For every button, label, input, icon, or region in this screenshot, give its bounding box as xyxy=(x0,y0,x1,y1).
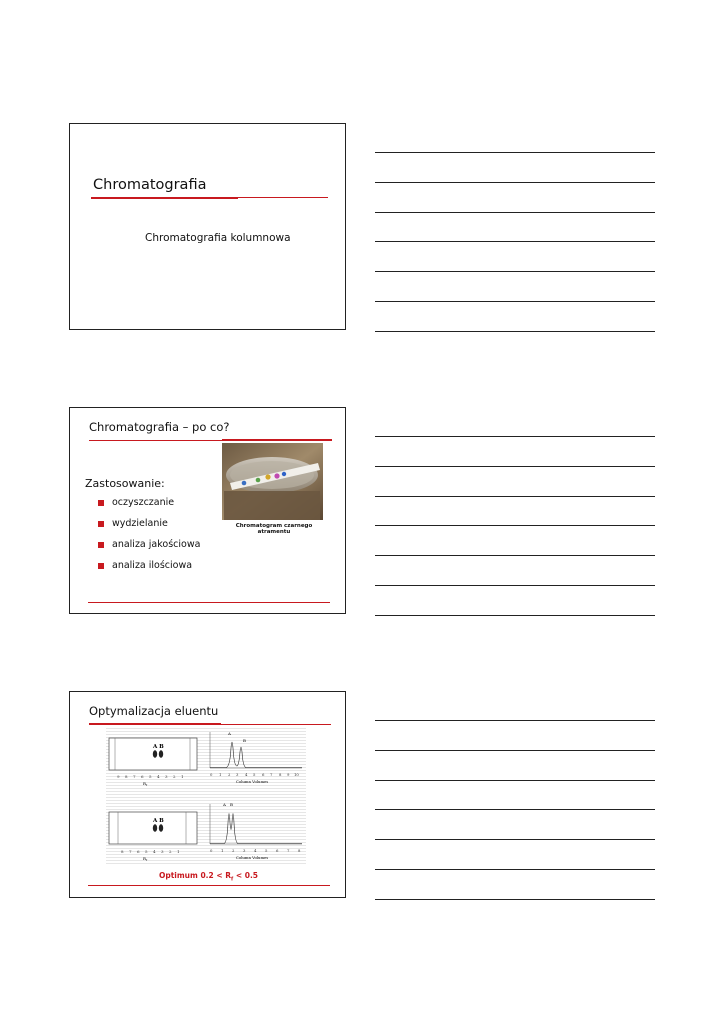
svg-text:2: 2 xyxy=(232,848,235,853)
note-line xyxy=(375,780,655,781)
svg-text:A: A xyxy=(228,731,231,736)
svg-text:5: 5 xyxy=(149,774,152,779)
svg-text:9: 9 xyxy=(117,774,120,779)
svg-text:1: 1 xyxy=(177,849,180,854)
title-underline xyxy=(222,439,332,441)
note-line xyxy=(375,331,655,332)
note-line xyxy=(375,750,655,751)
svg-text:B: B xyxy=(243,738,246,743)
svg-text:1: 1 xyxy=(181,774,184,779)
svg-text:5: 5 xyxy=(265,848,268,853)
note-line xyxy=(375,301,655,302)
note-line xyxy=(375,615,655,616)
svg-text:7: 7 xyxy=(287,848,290,853)
svg-text:3: 3 xyxy=(165,774,168,779)
svg-text:6: 6 xyxy=(262,772,265,777)
note-line xyxy=(375,152,655,153)
list-item: analiza jakościowa xyxy=(98,538,200,559)
svg-text:1: 1 xyxy=(219,772,222,777)
note-line xyxy=(375,182,655,183)
slide-2-title: Chromatografia – po co? xyxy=(89,420,230,434)
image-caption: Chromatogram czarnego atramentu xyxy=(235,523,313,535)
svg-text:5: 5 xyxy=(145,849,148,854)
svg-text:A B: A B xyxy=(153,818,164,824)
list-item: wydzielanie xyxy=(98,517,200,538)
svg-text:Column Volumes: Column Volumes xyxy=(236,779,269,784)
title-underline-lead xyxy=(89,723,221,725)
svg-text:3: 3 xyxy=(236,772,239,777)
svg-text:5: 5 xyxy=(253,772,256,777)
section-heading: Zastosowanie: xyxy=(85,477,165,490)
svg-text:6: 6 xyxy=(276,848,279,853)
svg-text:8: 8 xyxy=(125,774,128,779)
note-line xyxy=(375,720,655,721)
svg-text:B: B xyxy=(230,802,233,807)
svg-text:A: A xyxy=(223,802,226,807)
svg-text:7: 7 xyxy=(129,849,132,854)
bullet-list xyxy=(98,496,200,580)
list-item: oczyszczanie xyxy=(98,496,200,517)
note-line xyxy=(375,271,655,272)
svg-text:2: 2 xyxy=(169,849,172,854)
bottom-rule xyxy=(88,602,330,603)
svg-text:R: R xyxy=(143,781,147,786)
note-line xyxy=(375,496,655,497)
spot-a xyxy=(153,750,157,758)
svg-text:2: 2 xyxy=(173,774,176,779)
note-line xyxy=(375,212,655,213)
svg-text:9: 9 xyxy=(287,772,290,777)
slide-1-subtitle: Chromatografia kolumnowa xyxy=(145,232,291,244)
spot-b xyxy=(159,824,163,832)
svg-text:6: 6 xyxy=(137,849,140,854)
note-line xyxy=(375,555,655,556)
bullet-square-icon xyxy=(98,563,104,569)
svg-text:4: 4 xyxy=(153,849,156,854)
spot-b xyxy=(159,750,163,758)
svg-text:7: 7 xyxy=(270,772,273,777)
svg-text:R: R xyxy=(143,856,147,861)
svg-text:8: 8 xyxy=(121,849,124,854)
list-item: analiza ilościowa xyxy=(98,559,200,580)
svg-text:8: 8 xyxy=(298,848,301,853)
svg-text:1: 1 xyxy=(221,848,224,853)
svg-text:10: 10 xyxy=(294,772,299,777)
optimum-caption: Optimum $0.2 < R_f < 0.5$ xyxy=(158,871,259,883)
slide-1 xyxy=(69,123,346,330)
note-line xyxy=(375,585,655,586)
svg-text:4: 4 xyxy=(245,772,248,777)
slide-3-title: Optymalizacja eluentu xyxy=(89,704,219,718)
svg-text:8: 8 xyxy=(279,772,282,777)
slide-1-title: Chromatografia xyxy=(93,177,207,193)
slide-2 xyxy=(69,407,346,614)
note-line xyxy=(375,809,655,810)
svg-text:3: 3 xyxy=(243,848,246,853)
tlc-ticks-top xyxy=(117,774,184,779)
svg-text:4: 4 xyxy=(254,848,257,853)
title-underline-thin xyxy=(238,197,328,198)
bottom-rule xyxy=(88,885,330,886)
spot-a xyxy=(153,824,157,832)
slide-3 xyxy=(69,691,346,898)
note-line xyxy=(375,525,655,526)
bullet-square-icon xyxy=(98,542,104,548)
note-line xyxy=(375,241,655,242)
note-line xyxy=(375,869,655,870)
bullet-square-icon xyxy=(98,500,104,506)
note-line xyxy=(375,466,655,467)
svg-text:4: 4 xyxy=(157,774,160,779)
svg-text:7: 7 xyxy=(133,774,136,779)
svg-text:f: f xyxy=(146,783,148,787)
svg-text:6: 6 xyxy=(141,774,144,779)
svg-text:3: 3 xyxy=(161,849,164,854)
chromatogram-photo xyxy=(222,443,323,520)
svg-text:Column Volumes: Column Volumes xyxy=(236,855,269,860)
svg-text:f: f xyxy=(146,858,148,862)
note-line xyxy=(375,839,655,840)
bullet-square-icon xyxy=(98,521,104,527)
svg-text:0: 0 xyxy=(210,848,213,853)
note-line xyxy=(375,436,655,437)
svg-text:0: 0 xyxy=(210,772,213,777)
svg-text:2: 2 xyxy=(228,772,231,777)
spot-labels: A B xyxy=(153,744,164,750)
title-underline xyxy=(91,197,238,199)
note-line xyxy=(375,899,655,900)
eluent-figure xyxy=(106,728,306,864)
